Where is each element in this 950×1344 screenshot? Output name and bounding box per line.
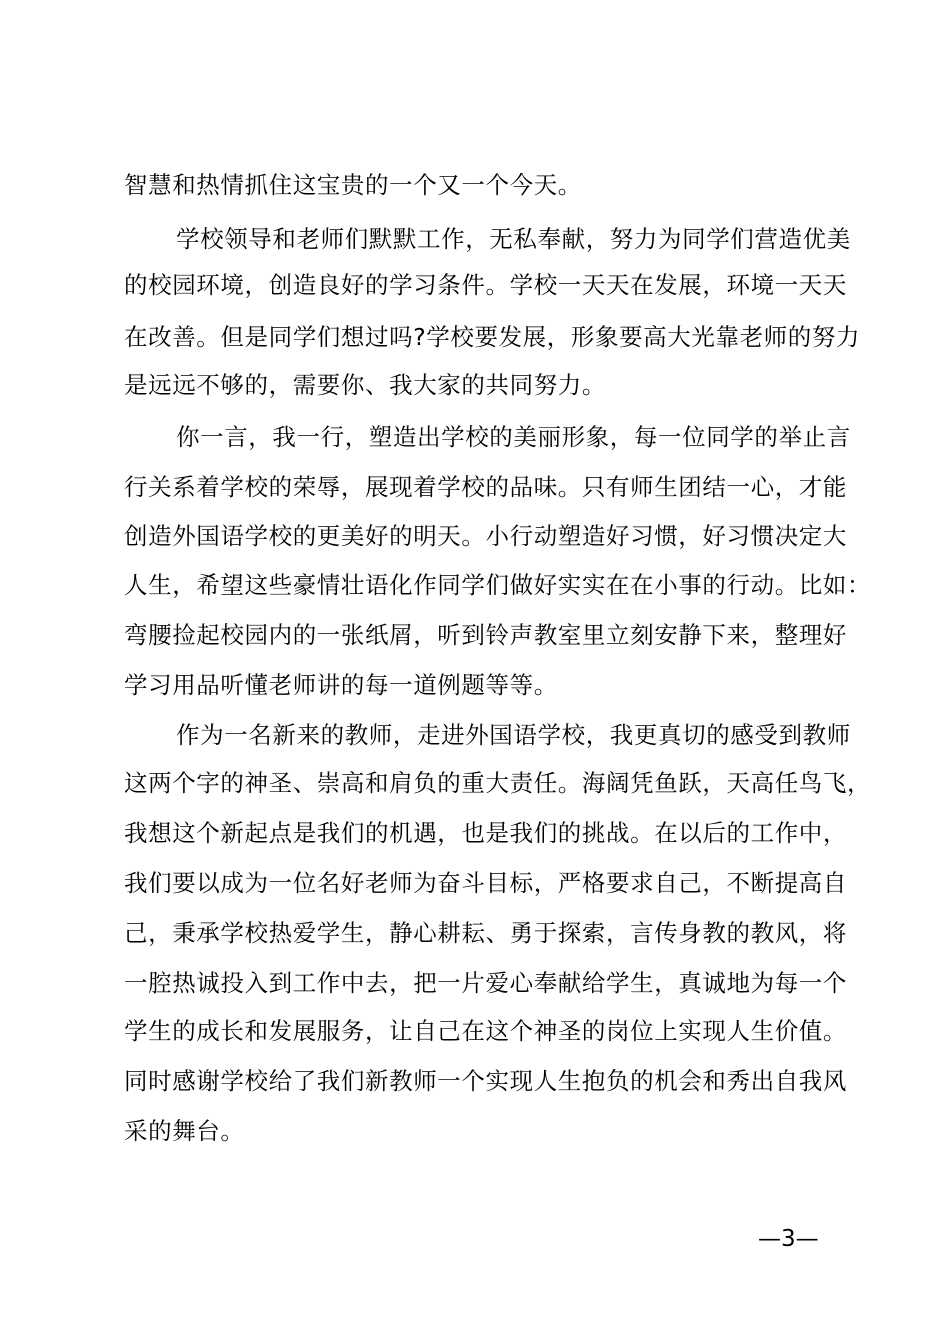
text-line: 的校园环境，创造良好的学习条件。学校一天天在发展，环境一天天 (124, 271, 847, 299)
text-line: 学习用品听懂老师讲的每一道例题等等。 (124, 671, 558, 699)
text-line: 你一言，我一行，塑造出学校的美丽形象，每一位同学的举止言 (176, 423, 851, 451)
text-line: 采的舞台。 (124, 1117, 245, 1145)
text-line: 我们要以成为一位名好老师为奋斗目标，严格要求自己，不断提高自 (124, 869, 847, 897)
text-line: 弯腰捡起校园内的一张纸屑，听到铃声教室里立刻安静下来，整理好 (124, 621, 847, 649)
text-line: 一腔热诚投入到工作中去，把一片爱心奉献给学生，真诚地为每一个 (124, 969, 847, 997)
text-line: 智慧和热情抓住这宝贵的一个又一个今天。 (124, 171, 582, 199)
page-number: —3— (758, 1226, 819, 1252)
text-line: 己，秉承学校热爱学生，静心耕耘、勇于探索，言传身教的教风，将 (124, 919, 847, 947)
text-line: 是远远不够的，需要你、我大家的共同努力。 (124, 371, 606, 399)
text-line: 学生的成长和发展服务，让自己在这个神圣的岗位上实现人生价值。 (124, 1017, 847, 1045)
text-line: 这两个字的神圣、崇高和肩负的重大责任。海阔凭鱼跃，天高任鸟飞， (124, 769, 872, 797)
text-line: 在改善。但是同学们想过吗?学校要发展，形象要高大光靠老师的努力 (124, 323, 861, 351)
text-line: 同时感谢学校给了我们新教师一个实现人生抱负的机会和秀出自我风 (124, 1067, 847, 1095)
text-line: 我想这个新起点是我们的机遇，也是我们的挑战。在以后的工作中， (124, 819, 847, 847)
text-line: 作为一名新来的教师，走进外国语学校，我更真切的感受到教师 (176, 721, 851, 749)
text-line: 创造外国语学校的更美好的明天。小行动塑造好习惯，好习惯决定大 (124, 522, 847, 550)
text-line: 行关系着学校的荣辱，展现着学校的品味。只有师生团结一心，才能 (124, 473, 847, 501)
text-line: 人生，希望这些豪情壮语化作同学们做好实实在在小事的行动。比如： (124, 571, 872, 599)
text-line: 学校领导和老师们默默工作，无私奉献，努力为同学们营造优美 (176, 225, 851, 253)
